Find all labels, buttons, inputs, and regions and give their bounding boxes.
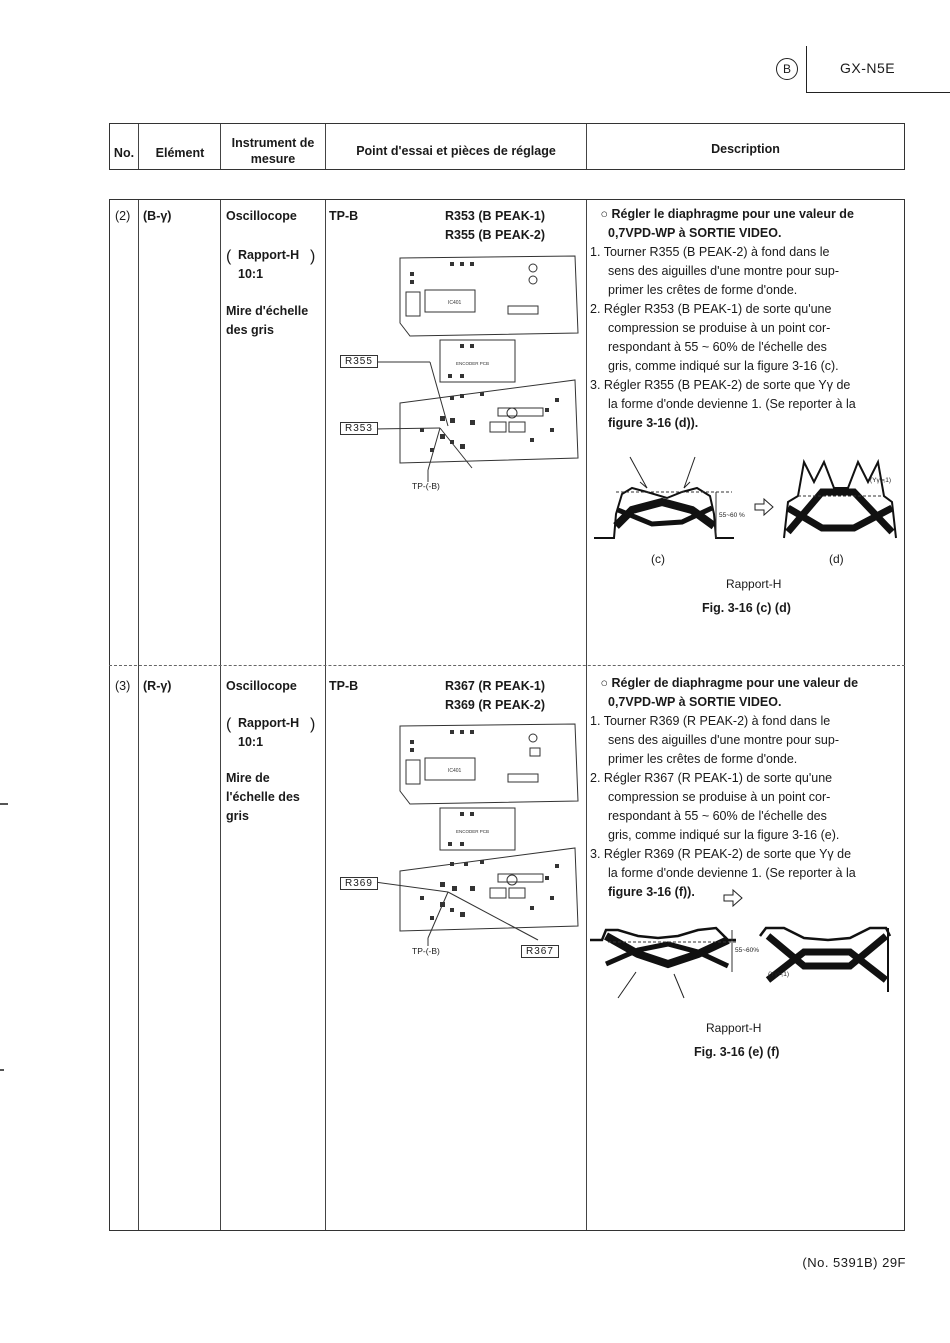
row3-ratio: 10:1: [238, 735, 264, 749]
row3-part-1: R367 (R PEAK-1): [445, 679, 546, 693]
region-badge: B: [776, 58, 798, 80]
row3-bracket-left: (: [226, 716, 232, 733]
table-header: [109, 123, 905, 170]
row2-fig-c-label: (c): [651, 552, 665, 566]
header-divider: [806, 46, 807, 92]
row3-testpoint: TP-B: [329, 679, 359, 693]
row3-rapport: Rapport-H: [238, 716, 300, 730]
row3-bracket-right: ): [310, 716, 316, 733]
row3-fig-caption: Fig. 3-16 (e) (f): [694, 1045, 780, 1059]
row2-pcb-label: ENCODER PCB: [456, 361, 490, 366]
model-number: GX-N5E: [840, 60, 896, 76]
row2-ratio: 10:1: [238, 267, 264, 281]
margin-mark: [0, 803, 8, 805]
col-description: Description: [711, 142, 780, 156]
row3-ygamma-label: (Yγ≒1): [768, 971, 789, 978]
row2-description: ○ Régler le diaphragme pour une valeur de 0,7VPD-WP à SORTIE VIDEO. 1. Tourner R355 (B PEAK-2) à fond dans le sens des aiguilles d'une montre pour sup- primer les crêtes de forme d'onde. 2. Régler R353 (B PEAK-1) de sorte qu'une compression se produise à un point cor- respondant à 55 ~ 60% de l'échelle des gris, comme indiqué sur la figure 3-16 (c). 3. Régler R355 (B PEAK-2) de sorte que Yγ de la forme d'onde devienne 1. (Se reporter à la figure 3-16 (d)).: [590, 207, 856, 430]
row3-mire-3: gris: [226, 809, 249, 823]
col-instrument-2: mesure: [250, 152, 296, 166]
row3-label-a: R369: [340, 877, 378, 890]
row2-testpoint: TP-B: [329, 209, 359, 223]
row3-part-2: R369 (R PEAK-2): [445, 698, 546, 712]
row3-label-b: R367: [521, 945, 559, 958]
row3-tp-label: TP-(-B): [412, 946, 440, 956]
row3-ic-label: IC401: [448, 768, 462, 774]
margin-mark: [0, 1069, 4, 1071]
row2-fig-caption: Fig. 3-16 (c) (d): [702, 601, 791, 615]
row2-waveform-figure: [592, 452, 902, 552]
row2-ic-label: IC401: [448, 300, 462, 306]
row2-pcb-diagram: [330, 248, 585, 493]
row2-fig-d-label: (d): [829, 552, 844, 566]
row3-fig-rapport: Rapport-H: [706, 1021, 762, 1035]
row2-part-1: R353 (B PEAK-1): [445, 209, 546, 223]
row-separator: [109, 665, 905, 666]
row3-mire-1: Mire de: [226, 771, 270, 785]
row2-element: (B-γ): [143, 209, 172, 223]
row2-rapport: Rapport-H: [238, 248, 300, 262]
row2-mire-1: Mire d'échelle: [226, 304, 309, 318]
row3-mire-2: l'échelle des: [226, 790, 300, 804]
row3-waveform-figure: [588, 880, 903, 1005]
row2-part-2: R355 (B PEAK-2): [445, 228, 546, 242]
col-element: Elément: [155, 146, 205, 160]
row2-number: (2): [115, 209, 131, 223]
header-underline: [806, 92, 950, 93]
row2-label-a: R355: [340, 355, 378, 368]
row2-tp-label: TP-(-B): [412, 481, 440, 491]
col-no: No.: [113, 146, 135, 160]
row2-ygamma-label: (Yγ≒1): [870, 477, 891, 484]
row3-pct-label: 55~60%: [735, 947, 760, 954]
row2-bracket-left: (: [226, 248, 232, 265]
row3-pcb-diagram: [330, 716, 585, 961]
row3-number: (3): [115, 679, 131, 693]
col-instrument-1: Instrument de: [231, 136, 315, 150]
row3-pcb-label: ENCODER PCB: [456, 829, 490, 834]
row2-label-b: R353: [340, 422, 378, 435]
row2-pct-label: 55~60 %: [719, 512, 745, 519]
page-footer: (No. 5391B) 29F: [802, 1255, 906, 1270]
row2-fig-rapport: Rapport-H: [726, 577, 782, 591]
row2-instrument: Oscillocope: [226, 209, 297, 223]
row2-bracket-right: ): [310, 248, 316, 265]
row2-mire-2: des gris: [226, 323, 274, 337]
row3-description: ○ Régler de diaphragme pour une valeur de 0,7VPD-WP à SORTIE VIDEO. 1. Tourner R369 (R PEAK-2) à fond dans le sens des aiguilles d'une montre pour sup- primer les crêtes de forme d'onde. 2. Régler R367 (R PEAK-1) de sorte qu'une compression se produise à un point cor- respondant à 55 ~ 60% de l'échelle des gris, comme indiqué sur la figure 3-16 (e). 3. Régler R369 (R PEAK-2) de sorte que Yγ de la forme d'onde devienne 1. (Se reporter à la figure 3-16 (f)).: [590, 676, 859, 899]
row3-instrument: Oscillocope: [226, 679, 297, 693]
row3-element: (R-γ): [143, 679, 172, 693]
col-point: Point d'essai et pièces de réglage: [356, 144, 556, 158]
